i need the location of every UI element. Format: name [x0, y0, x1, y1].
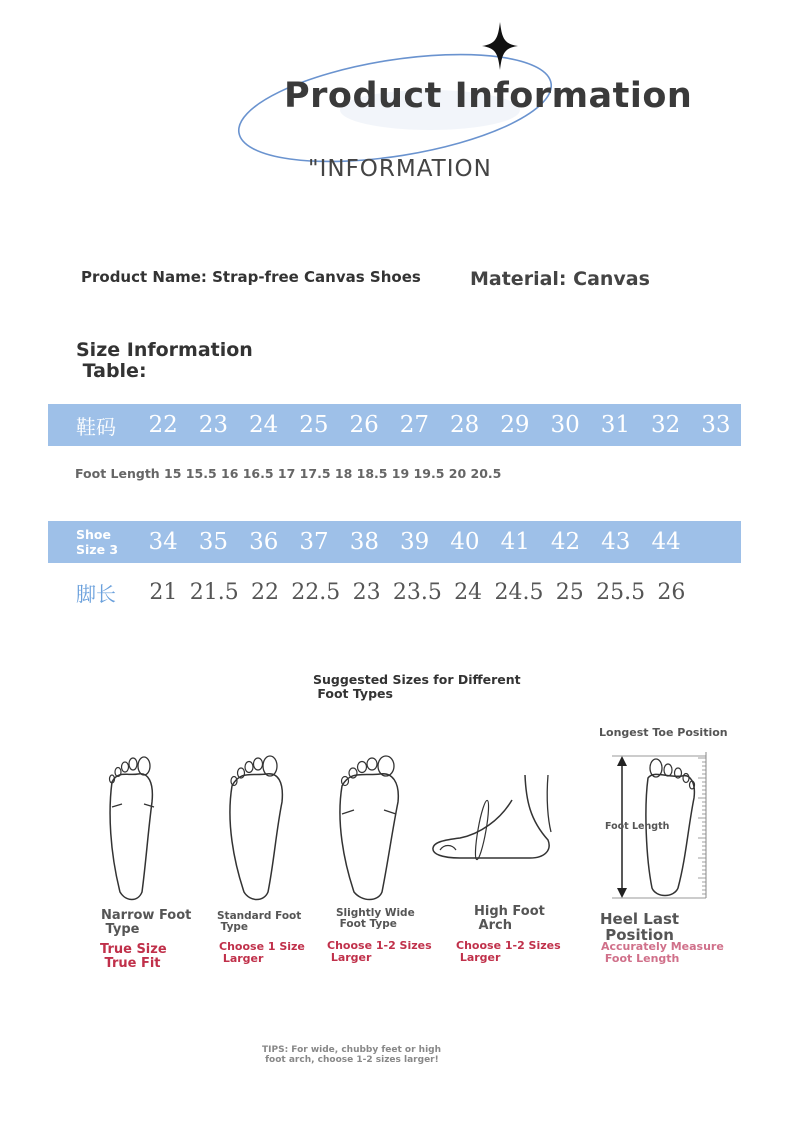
foot-type-name-line1: Slightly Wide: [336, 907, 415, 919]
foot-type-advice: [601, 941, 724, 965]
foot-type-advice: [100, 943, 167, 971]
foot-type-advice-line1: Choose 1-2 Sizes: [327, 939, 432, 952]
size-row-2-label: Shoe Size 3: [76, 527, 119, 557]
foot-length-line: Foot Length 15 15.5 16 16.5 17 17.5 18 18.5 19 19.5 20 20.5: [75, 466, 502, 481]
size-row-1-value: 30: [550, 412, 580, 438]
size-row-3-value: 23: [352, 579, 381, 605]
suggestions-title-line1: Suggested Sizes for Different: [313, 672, 521, 687]
size-title-line1: Size Information: [76, 339, 253, 361]
size-row-2-value: 40: [450, 529, 480, 555]
foot-type-advice-line1: True Size: [100, 942, 167, 957]
foot-type-name-line1: Heel Last: [600, 910, 680, 928]
size-row-1-value: 33: [701, 412, 731, 438]
foot-type-name-line2: Type: [217, 921, 249, 933]
size-row-2-value: 34: [148, 529, 178, 555]
tips-note: [262, 1045, 482, 1065]
foot-type-name-line2: Arch: [474, 918, 512, 933]
size-row-3-value: 22.5: [291, 579, 341, 605]
foot-type-advice-line2: Larger: [219, 952, 264, 965]
foot-type-name: [217, 911, 301, 933]
size-row-1: [48, 404, 741, 446]
foot-type-name-line1: Narrow Foot: [101, 908, 192, 923]
size-row-2-value: 44: [651, 529, 681, 555]
size-section-title: [76, 340, 276, 382]
size-band-1: [48, 404, 741, 446]
size-row-3-value: 24.5: [494, 579, 544, 605]
foot-type-advice-line2: Foot Length: [601, 952, 680, 965]
foot-type-name-line1: High Foot: [474, 904, 545, 919]
size-row-3-value: 26: [657, 579, 686, 605]
size-row-2: [48, 521, 741, 563]
foot-outline-icon: [334, 752, 404, 902]
size-row-3-value: 24: [454, 579, 483, 605]
foot-type-name: [336, 908, 415, 930]
product-material: Material: Canvas: [470, 268, 650, 290]
foot-type-advice-line1: Choose 1 Size: [219, 940, 305, 953]
size-row-3-value: 21.5: [189, 579, 239, 605]
size-row-1-value: 24: [248, 412, 279, 438]
foot-type-advice-line2: Larger: [327, 951, 372, 964]
size-row-3-value: 25.5: [596, 579, 646, 605]
foot-outline-icon: [222, 752, 292, 902]
size-row-2-value: 41: [500, 529, 530, 555]
size-row-1-value: 31: [600, 412, 630, 438]
size-row-2-value: 37: [299, 529, 329, 555]
size-row-2-value: 43: [601, 529, 631, 555]
foot-length-label: Foot Length: [605, 821, 670, 832]
size-row-3-value: 25: [555, 579, 584, 605]
size-row-3-label: 脚长: [76, 581, 116, 606]
tips-line2: foot arch, choose 1-2 sizes larger!: [262, 1055, 439, 1065]
size-row-2-value: 39: [399, 529, 430, 555]
tips-line1: TIPS: For wide, chubby feet or high: [262, 1045, 442, 1055]
foot-type-advice-line1: Choose 1-2 Sizes: [456, 939, 561, 952]
foot-type-advice: [456, 940, 561, 964]
size-row-1-value: 32: [650, 412, 681, 438]
foot-type-name-line2: Position: [600, 926, 674, 944]
longest-toe-label: Longest Toe Position: [599, 726, 728, 739]
size-row-1-value: 27: [399, 412, 429, 438]
size-row-2-value: 38: [349, 529, 379, 555]
foot-type-advice: [327, 940, 432, 964]
size-row-2-value: 35: [198, 529, 229, 555]
size-row-1-value: 29: [500, 412, 530, 438]
foot-type-name-line1: Standard Foot: [217, 910, 302, 922]
foot-type-name: [474, 905, 545, 933]
size-row-1-value: 22: [148, 412, 178, 438]
size-band-2: [48, 521, 741, 563]
foot-type-advice: [219, 941, 305, 965]
size-row-3-value: 21: [149, 579, 178, 605]
side-foot-icon: [430, 770, 555, 870]
size-row-1-value: 28: [449, 412, 480, 438]
size-row-1-value: 23: [198, 412, 228, 438]
size-row-2-value: 36: [249, 529, 279, 555]
foot-type-advice-line2: True Fit: [100, 956, 161, 971]
foot-type-advice-line1: Accurately Measure: [601, 940, 724, 953]
size-row-3-value: 23.5: [392, 579, 442, 605]
foot-type-name: [600, 911, 679, 943]
foot-type-name-line2: Foot Type: [336, 918, 397, 930]
foot-type-advice-line2: Larger: [456, 951, 501, 964]
page-subtitle: "INFORMATION: [308, 156, 492, 182]
size-row-1-value: 26: [349, 412, 379, 438]
product-name: Product Name: Strap-free Canvas Shoes: [81, 268, 421, 286]
page-title: Product Information: [284, 76, 693, 116]
suggestions-title-line2: Foot Types: [313, 686, 393, 701]
foot-outline-icon: [98, 752, 168, 902]
foot-type-name: [101, 909, 191, 937]
size-row-2-value: 42: [550, 529, 581, 555]
suggestions-title: [313, 673, 573, 701]
size-row-1-label: 鞋码: [76, 414, 116, 439]
sparkle-star-icon: [482, 22, 518, 70]
foot-type-name-line2: Type: [101, 922, 140, 937]
size-row-3: [48, 571, 741, 613]
size-row-3-value: 22: [250, 579, 279, 605]
size-title-line2: Table:: [76, 360, 147, 382]
size-row-1-value: 25: [299, 412, 329, 438]
